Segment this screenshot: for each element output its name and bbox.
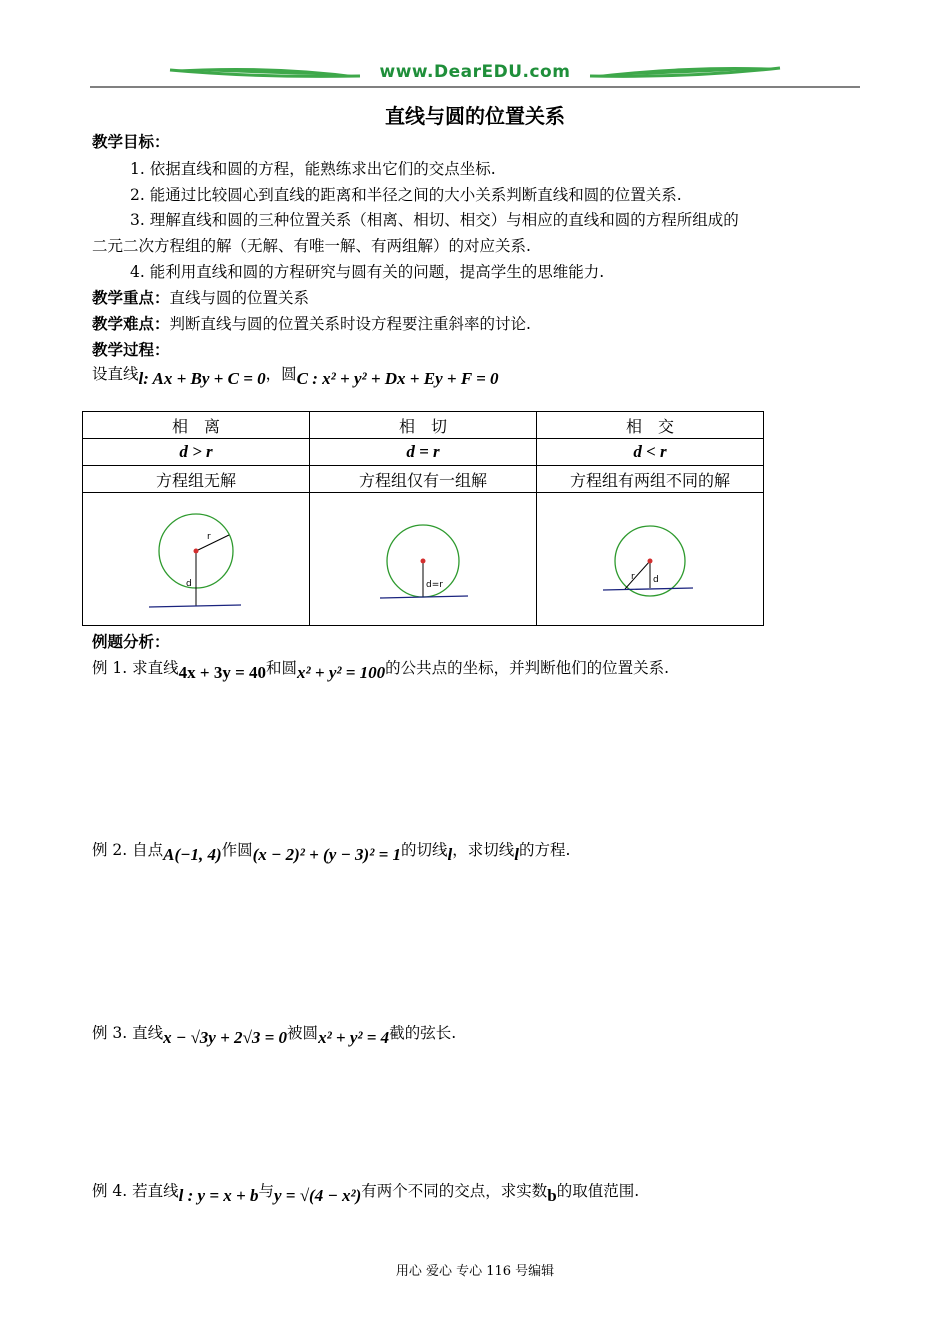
circle-center bbox=[194, 549, 199, 554]
ex2-mid: 作圆 bbox=[221, 841, 253, 859]
ex2-var-l2: l bbox=[514, 845, 520, 864]
ex4-mid: 与 bbox=[258, 1182, 274, 1200]
ex2-point: A(−1, 4) bbox=[163, 845, 222, 864]
example-4 bbox=[92, 1179, 640, 1205]
figure-tangent bbox=[310, 493, 536, 621]
goal-2: 2. 能通过比较圆心到直线的距离和半径之间的大小关系判断直线和圆的位置关系. bbox=[130, 186, 682, 204]
difficulty-text: 判断直线与圆的位置关系时设方程要注重斜率的讨论. bbox=[169, 315, 531, 333]
ex3-line-equation: x − √3y + 2√3 = 0 bbox=[163, 1028, 288, 1047]
ex2-mid2: 的切线 bbox=[401, 841, 448, 859]
goal-4: 4. 能利用直线和圆的方程研究与圆有关的问题，提高学生的思维能力. bbox=[130, 263, 605, 281]
examples-heading: 例题分析： bbox=[92, 633, 170, 651]
radius-segment bbox=[625, 561, 650, 589]
header-separate: 相 离 bbox=[83, 412, 310, 439]
ex1-prefix: 例 1. 求直线 bbox=[92, 659, 179, 677]
circle-center bbox=[421, 559, 426, 564]
ex2-var-l1: l bbox=[447, 845, 453, 864]
ex2-mid3: ，求切线 bbox=[452, 841, 515, 859]
ex1-suffix: 的公共点的坐标，并判断他们的位置关系. bbox=[385, 659, 670, 677]
ex3-circle-equation: x² + y² = 4 bbox=[318, 1028, 390, 1047]
banner-site-url: www.DearEDU.com bbox=[379, 62, 571, 82]
header-tangent: 相 切 bbox=[310, 412, 537, 439]
process-label: 教学过程： bbox=[92, 341, 170, 359]
condition-separate: d > r bbox=[83, 439, 310, 466]
setup-prefix: 设直线 bbox=[92, 365, 139, 383]
figure-separate-cell bbox=[83, 493, 310, 626]
solution-tangent: 方程组仅有一组解 bbox=[310, 466, 537, 493]
ex4-prefix: 例 4. 若直线 bbox=[92, 1182, 179, 1200]
header-banner bbox=[90, 60, 860, 92]
goals-heading: 教学目标： bbox=[92, 133, 170, 151]
solution-separate: 方程组无解 bbox=[83, 466, 310, 493]
focus-label: 教学重点： bbox=[92, 289, 170, 307]
goal-1: 1. 依据直线和圆的方程，能熟练求出它们的交点坐标. bbox=[130, 160, 496, 178]
ex3-suffix: 截的弦长. bbox=[389, 1024, 457, 1042]
difficulty-label: 教学难点： bbox=[92, 315, 170, 333]
header-intersect: 相 交 bbox=[537, 412, 764, 439]
tangent-line bbox=[380, 596, 468, 598]
setup-row bbox=[92, 362, 499, 388]
ex4-var-b: b bbox=[547, 1186, 557, 1205]
radius-segment bbox=[196, 535, 229, 551]
example-3 bbox=[92, 1021, 457, 1047]
figure-tangent-cell bbox=[310, 493, 537, 626]
setup-line-equation: l: Ax + By + C = 0 bbox=[138, 369, 266, 388]
label-d: d bbox=[186, 579, 192, 589]
condition-intersect: d < r bbox=[537, 439, 764, 466]
relation-table bbox=[82, 411, 764, 626]
ex2-circle-equation: (x − 2)² + (y − 3)² = 1 bbox=[252, 845, 402, 864]
ex1-circle-equation: x² + y² = 100 bbox=[297, 663, 386, 682]
ex4-suffix: 有两个不同的交点，求实数 bbox=[361, 1182, 548, 1200]
secant-line bbox=[603, 588, 693, 590]
condition-tangent: d = r bbox=[310, 439, 537, 466]
ex3-prefix: 例 3. 直线 bbox=[92, 1024, 164, 1042]
circle-center bbox=[648, 559, 653, 564]
ex1-line-equation: 4x + 3y = 40 bbox=[178, 663, 267, 682]
ex3-mid: 被圆 bbox=[287, 1024, 319, 1042]
page-title: 直线与圆的位置关系 bbox=[385, 104, 565, 128]
ex4-curve-equation: y = √(4 − x²) bbox=[273, 1186, 362, 1205]
label-r: r bbox=[631, 572, 635, 582]
solution-intersect: 方程组有两组不同的解 bbox=[537, 466, 764, 493]
setup-mid: ，圆 bbox=[265, 365, 297, 383]
focus-text: 直线与圆的位置关系 bbox=[169, 289, 310, 307]
focus-row bbox=[92, 286, 309, 308]
ex4-suffix2: 的取值范围. bbox=[556, 1182, 640, 1200]
difficulty-row bbox=[92, 312, 531, 334]
label-d-eq-r: d=r bbox=[426, 580, 443, 590]
label-r: r bbox=[207, 532, 211, 542]
goal-3: 3. 理解直线和圆的三种位置关系（相离、相切、相交）与相应的直线和圆的方程所组成的 bbox=[130, 211, 739, 229]
ex2-suffix: 的方程. bbox=[519, 841, 571, 859]
figure-separate bbox=[83, 493, 309, 621]
goal-3-cont: 二元二次方程组的解（无解、有唯一解、有两组解）的对应关系. bbox=[92, 237, 531, 255]
ex1-mid: 和圆 bbox=[266, 659, 298, 677]
figure-intersect bbox=[537, 493, 763, 621]
figure-intersect-cell bbox=[537, 493, 764, 626]
setup-circle-equation: C : x² + y² + Dx + Ey + F = 0 bbox=[296, 369, 499, 388]
ex2-prefix: 例 2. 自点 bbox=[92, 841, 164, 859]
straight-line bbox=[149, 605, 241, 607]
example-2 bbox=[92, 838, 571, 864]
ex4-line-equation: l : y = x + b bbox=[178, 1186, 259, 1205]
label-d: d bbox=[653, 575, 659, 585]
example-1 bbox=[92, 656, 670, 682]
page-footer: 用心 爱心 专心 116 号编辑 bbox=[395, 1264, 555, 1279]
